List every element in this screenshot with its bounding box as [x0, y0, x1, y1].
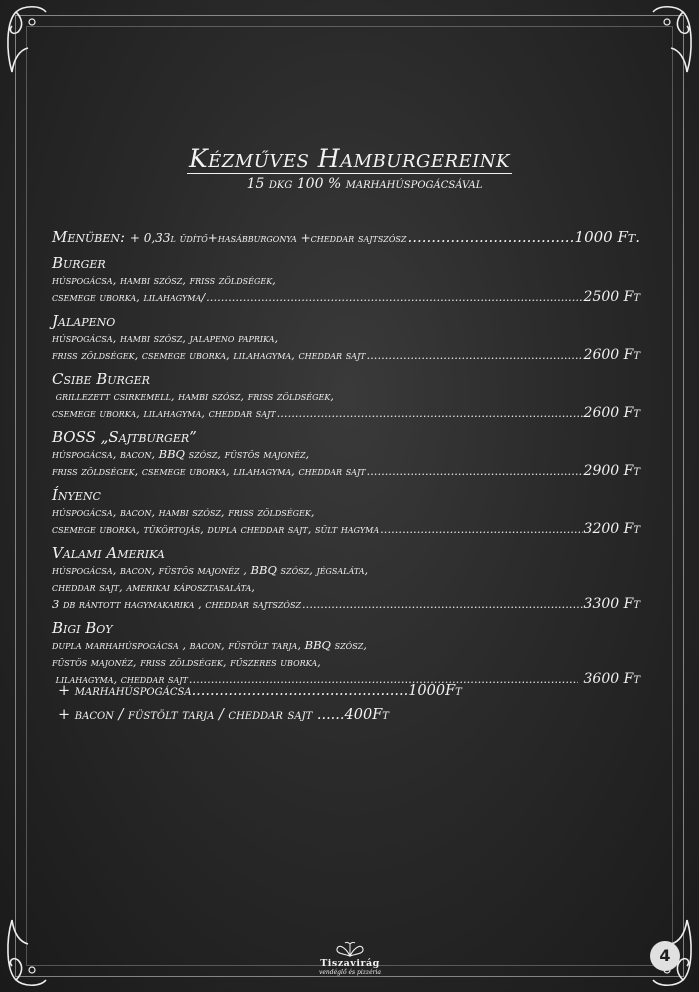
item-description: [52, 388, 640, 422]
item-description-line: grillezett csirkemell, hambi szósz, friss zöldségek,: [52, 389, 334, 403]
menu-list: [52, 228, 640, 694]
dot-leader: [407, 228, 573, 246]
item-description-line: húspogácsa, bacon, hambi szósz, friss zöldségek,: [52, 505, 315, 519]
menu-upgrade-text: + 0,33l üdítő+hasábburgonya +cheddar sajtszósz: [129, 231, 407, 245]
dot-leader: [367, 347, 583, 364]
item-description: [52, 272, 640, 306]
item-description-line: csemege uborka, lilahagyma, cheddar sajt: [52, 406, 276, 420]
extra-dots: ...............................................: [191, 683, 409, 699]
item-description-line: lilahagyma, cheddar sajt: [52, 672, 188, 686]
item-description-line: friss zöldségek, csemege uborka, lilahagyma, cheddar sajt: [52, 348, 366, 362]
item-price-line: [52, 596, 640, 613]
item-name: Bigi Boy: [52, 619, 113, 637]
item-description-line: húspogácsa, hambi szósz, jalapeno paprika,: [52, 331, 279, 345]
item-description-line: füstös majonéz, friss zöldségek, fűszeres uborka,: [52, 655, 321, 669]
dot-leader: [277, 405, 583, 422]
menu-upgrade-label: Menüben:: [52, 228, 126, 246]
item-name: Valami Amerika: [52, 544, 165, 562]
corner-ornament-bottom-left: [2, 918, 48, 990]
corner-ornament-top-left: [2, 2, 48, 74]
item-name: Burger: [52, 254, 106, 272]
item-description-line: friss zöldségek, csemege uborka, lilahagyma, cheddar sajt: [52, 464, 366, 478]
extras-list: [58, 679, 558, 727]
item-price-line: [52, 463, 640, 480]
extra-dots: ......: [316, 707, 345, 723]
item-price: 2900 Ft: [583, 463, 640, 479]
extra-label: + marhahúspogácsa: [58, 683, 192, 699]
item-price: 2500 Ft: [583, 289, 640, 305]
item-price: 3200 Ft: [583, 521, 640, 537]
item-price: 3600 Ft: [579, 671, 640, 687]
item-description: [52, 446, 640, 480]
item-name: Jalapeno: [52, 312, 116, 330]
mayfly-icon: [335, 940, 365, 958]
item-price-line: [52, 347, 640, 364]
item-description: [52, 504, 640, 538]
extra-label: + bacon / füstölt tarja / cheddar sajt: [58, 707, 317, 723]
item-name: BOSS „Sajtburger”: [52, 428, 197, 446]
extra-item: [58, 703, 558, 727]
menu-upgrade-price: 1000 Ft.: [574, 228, 640, 246]
item-description-line: húspogácsa, bacon, füstös majonéz , BBQ szósz, jégsaláta,: [52, 563, 369, 577]
menu-item: [52, 254, 640, 306]
header: [0, 145, 699, 192]
menu-item: [52, 619, 640, 688]
item-price-line: [52, 405, 640, 422]
menu-item: [52, 370, 640, 422]
item-price: 2600 Ft: [583, 347, 640, 363]
item-description-line: csemege uborka, lilahagyma/: [52, 290, 206, 304]
logo-subtitle: vendéglő és pizzéria: [318, 969, 381, 976]
item-price-line: [52, 521, 640, 538]
menu-item: [52, 486, 640, 538]
dot-leader: [302, 596, 583, 613]
logo-name: Tiszavirág: [320, 958, 380, 969]
item-description: [52, 330, 640, 364]
extra-price: 400Ft: [344, 707, 389, 723]
menu-item: [52, 428, 640, 480]
menu-upgrade-line: [52, 228, 640, 246]
extra-price: 1000Ft: [408, 683, 462, 699]
page-subtitle: 15 dkg 100 % marhahúspogácsával: [246, 176, 483, 192]
item-description-line: cheddar sajt, amerikai káposztasaláta,: [52, 580, 255, 594]
item-name: Csibe Burger: [52, 370, 150, 388]
extra-item: [58, 679, 558, 703]
restaurant-logo: [300, 940, 400, 976]
dot-leader: [367, 463, 583, 480]
page-title: Kézműves Hamburgereink: [188, 144, 511, 173]
item-price-line: [52, 289, 640, 306]
item-name: Ínyenc: [52, 486, 101, 504]
item-description-line: húspogácsa, bacon, BBQ szósz, füstös majonéz,: [52, 447, 310, 461]
item-description-line: 3 db rántott hagymakarika , cheddar sajtszósz: [52, 597, 302, 611]
menu-item: [52, 312, 640, 364]
page-number: 4: [650, 941, 680, 971]
item-description-line: csemege uborka, tükörtojás, dupla cheddar sajt, sült hagyma: [52, 522, 380, 536]
item-price: 2600 Ft: [583, 405, 640, 421]
corner-ornament-top-right: [651, 2, 697, 74]
item-price: 3300 Ft: [583, 596, 640, 612]
item-description: [52, 562, 640, 613]
menu-item: [52, 544, 640, 613]
item-description-line: húspogácsa, hambi szósz, friss zöldségek,: [52, 273, 276, 287]
dot-leader: [206, 289, 582, 306]
dot-leader: [380, 521, 582, 538]
item-description-line: dupla marhahúspogácsa , bacon, füstölt tarja, BBQ szósz,: [52, 638, 367, 652]
